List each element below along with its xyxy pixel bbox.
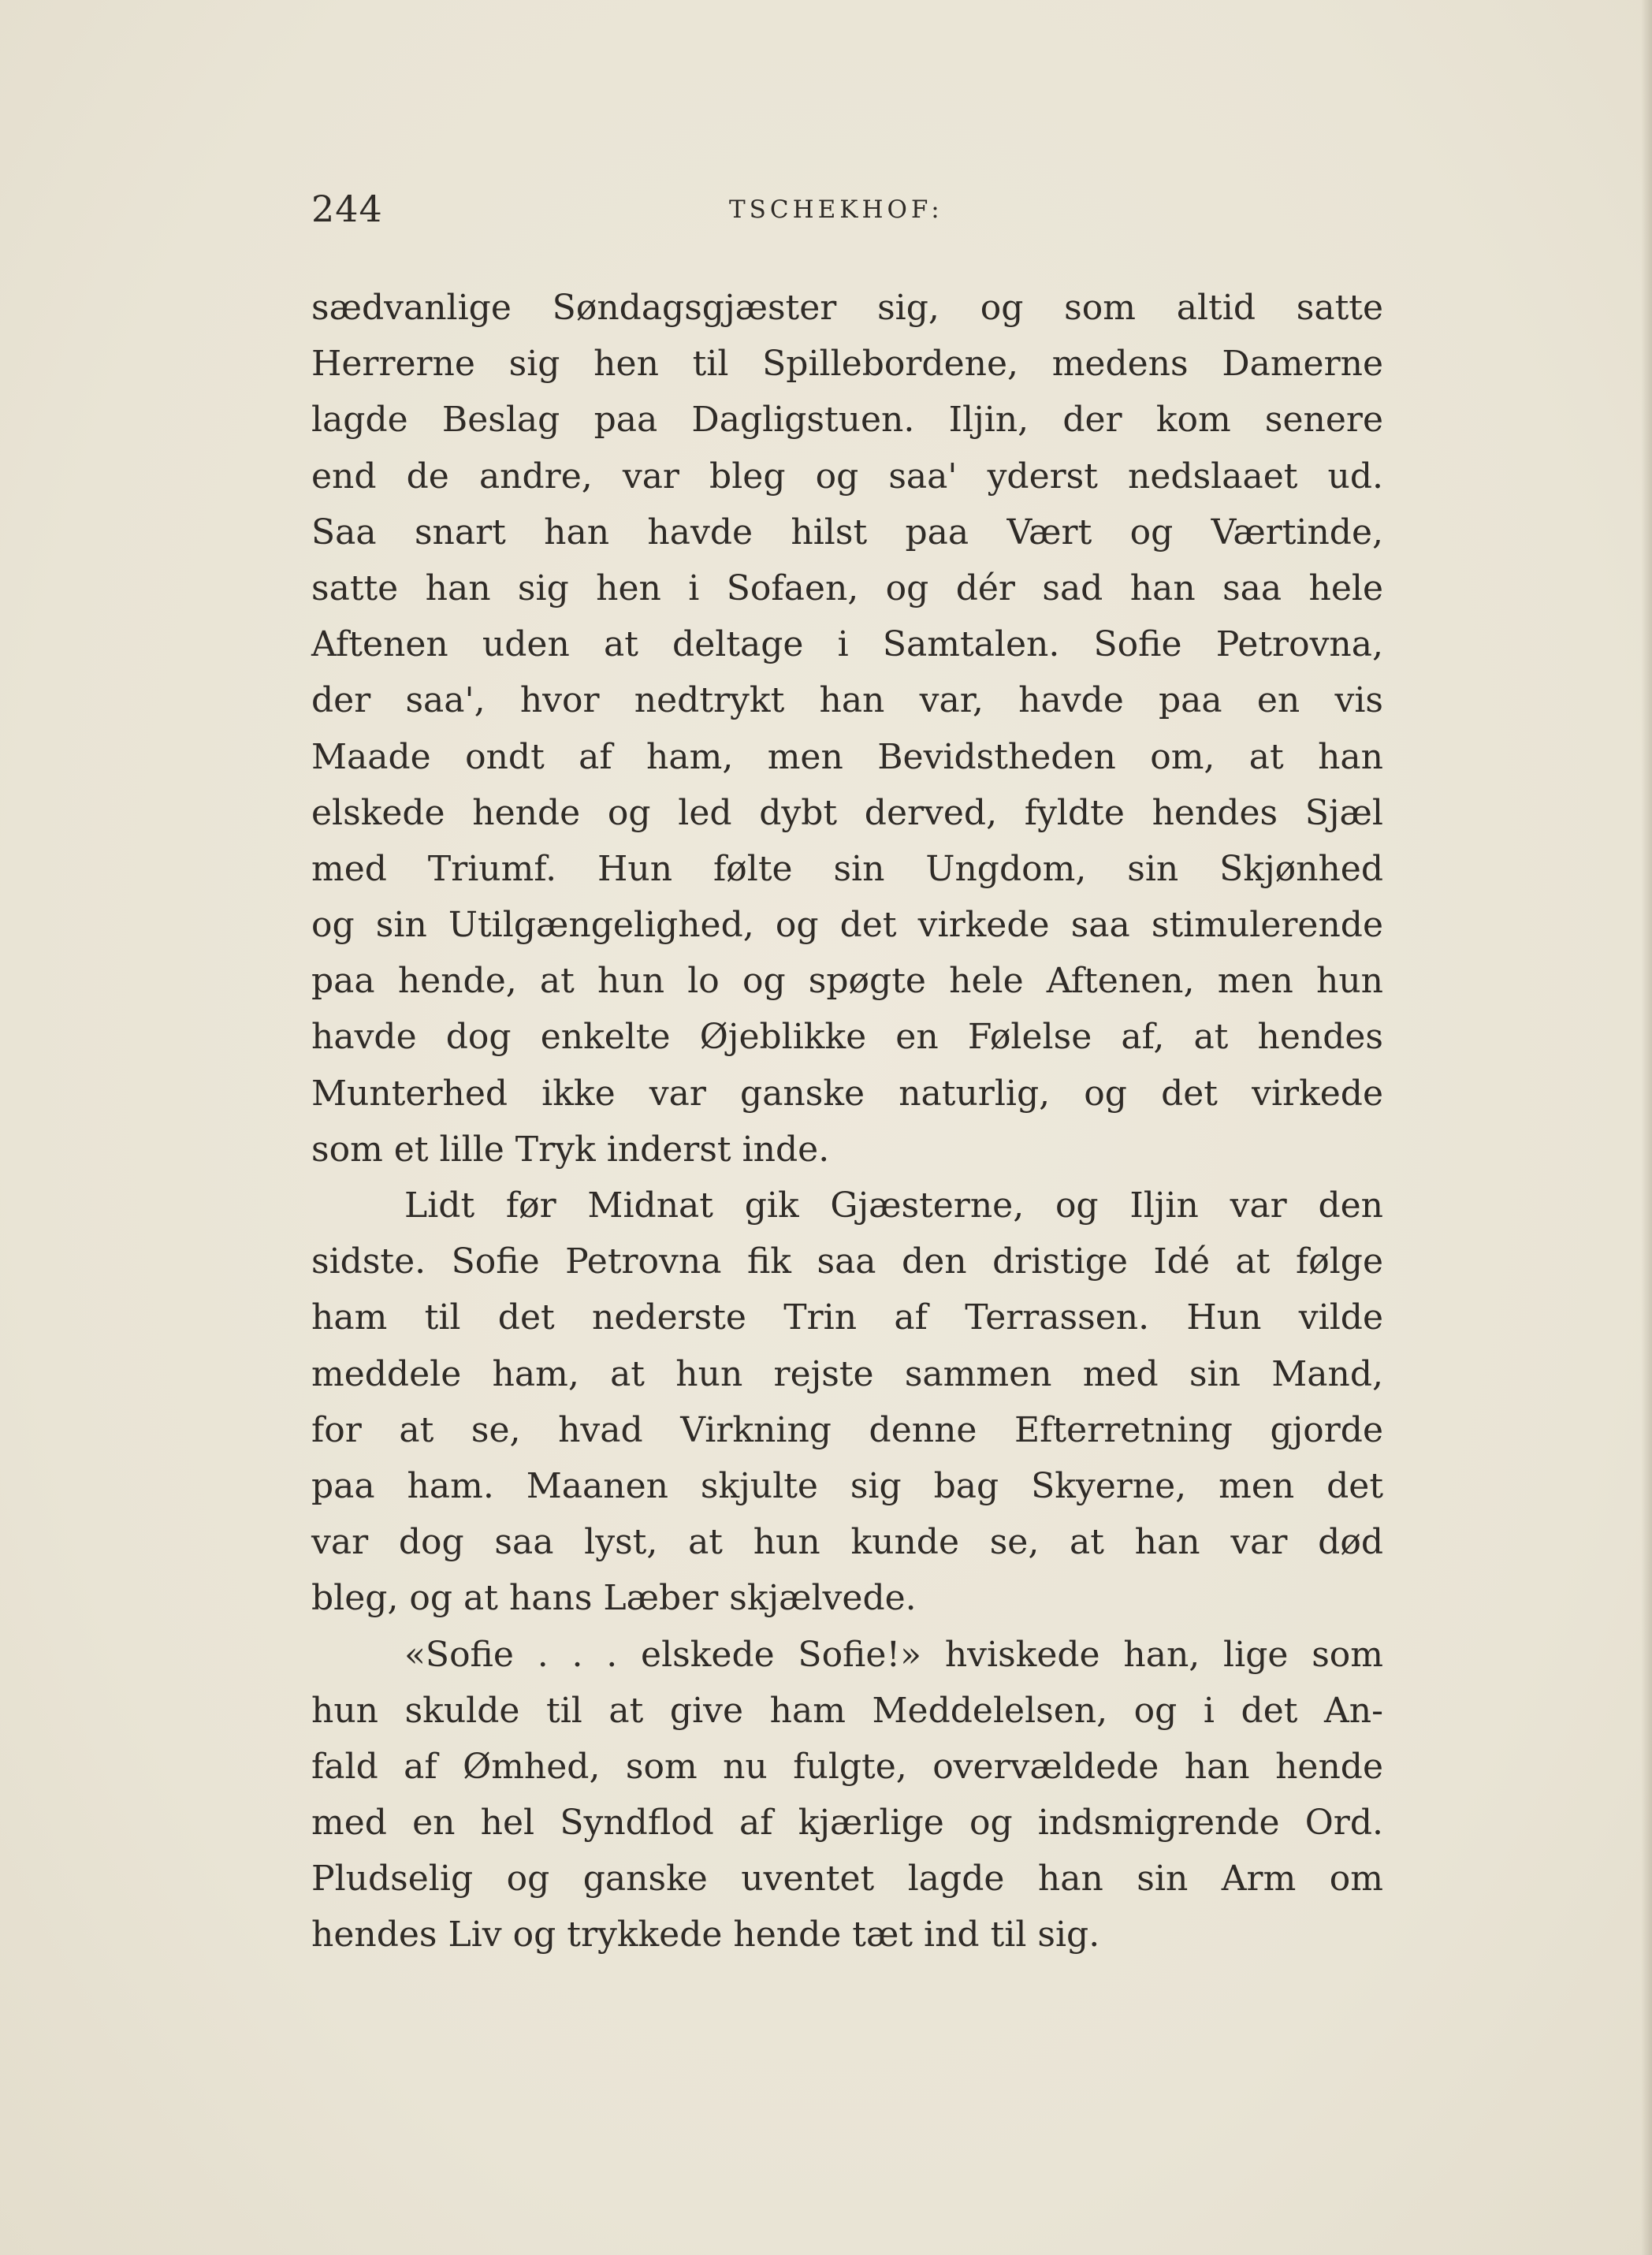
text-line: bleg, og at hans Læber skjælvede. <box>311 1578 917 1619</box>
text-line: lagde Beslag paa Dagligstuen. Iljin, der kom senere <box>311 400 1383 441</box>
text-line: var dog saa lyst, at hun kunde se, at han var død <box>311 1522 1383 1563</box>
page-header <box>311 188 1383 235</box>
text-line: og sin Utilgængelighed, og det virkede saa stimulerende <box>311 905 1383 946</box>
text-line: Maade ondt af ham, men Bevidstheden om, at han <box>311 736 1383 777</box>
text-line: Pludselig og ganske uventet lagde han sin Arm om <box>311 1859 1383 1900</box>
text-line: elskede hende og led dybt derved, fyldte hendes Sjæl <box>311 792 1383 833</box>
text-line: fald af Ømhed, som nu fulgte, overvældede han hende <box>311 1746 1383 1787</box>
text-line: «Sofie . . . elskede Sofie!» hviskede han, lige som <box>404 1634 1383 1675</box>
text-line: paa ham. Maanen skjulte sig bag Skyerne, men det <box>311 1465 1383 1506</box>
text-line: Saa snart han havde hilst paa Vært og Værtinde, <box>311 512 1383 553</box>
page-number: 244 <box>311 188 383 230</box>
text-line: paa hende, at hun lo og spøgte hele Aftenen, men hun <box>311 961 1383 1002</box>
text-line: med Triumf. Hun følte sin Ungdom, sin Skjønhed <box>311 848 1383 889</box>
text-line: som et lille Tryk inderst inde. <box>311 1129 830 1170</box>
text-line: for at se, hvad Virkning denne Efterretning gjorde <box>311 1409 1383 1450</box>
text-line: hun skulde til at give ham Meddelelsen, og i det An- <box>311 1690 1383 1731</box>
text-line: Herrerne sig hen til Spillebordene, medens Damerne <box>311 344 1383 385</box>
text-line: Aftenen uden at deltage i Samtalen. Sofie Petrovna, <box>311 624 1383 665</box>
text-line: havde dog enkelte Øjeblikke en Følelse af, at hendes <box>311 1017 1383 1058</box>
text-line: der saa', hvor nedtrykt han var, havde paa en vis <box>311 680 1383 721</box>
text-line: med en hel Syndflod af kjærlige og indsmigrende Ord. <box>311 1803 1383 1844</box>
text-line: satte han sig hen i Sofaen, og dér sad han saa hele <box>311 567 1383 608</box>
text-line: ham til det nederste Trin af Terrassen. Hun vilde <box>311 1297 1383 1338</box>
text-line: end de andre, var bleg og saa' yderst nedslaaet ud. <box>311 456 1383 497</box>
text-line: meddele ham, at hun rejste sammen med sin Mand, <box>311 1353 1383 1394</box>
text-line: sædvanlige Søndagsgjæster sig, og som altid satte <box>311 288 1383 328</box>
text-line: Lidt før Midnat gik Gjæsterne, og Iljin var den <box>404 1185 1383 1226</box>
text-line: hendes Liv og trykkede hende tæt ind til sig. <box>311 1915 1100 1955</box>
page-edge-shadow <box>1641 0 1652 2255</box>
running-head: TSCHEKHOF: <box>729 195 943 224</box>
body-text <box>311 280 1383 1963</box>
text-line: Munterhed ikke var ganske naturlig, og det virkede <box>311 1073 1383 1114</box>
text-line: sidste. Sofie Petrovna fik saa den dristige Idé at følge <box>311 1241 1383 1282</box>
